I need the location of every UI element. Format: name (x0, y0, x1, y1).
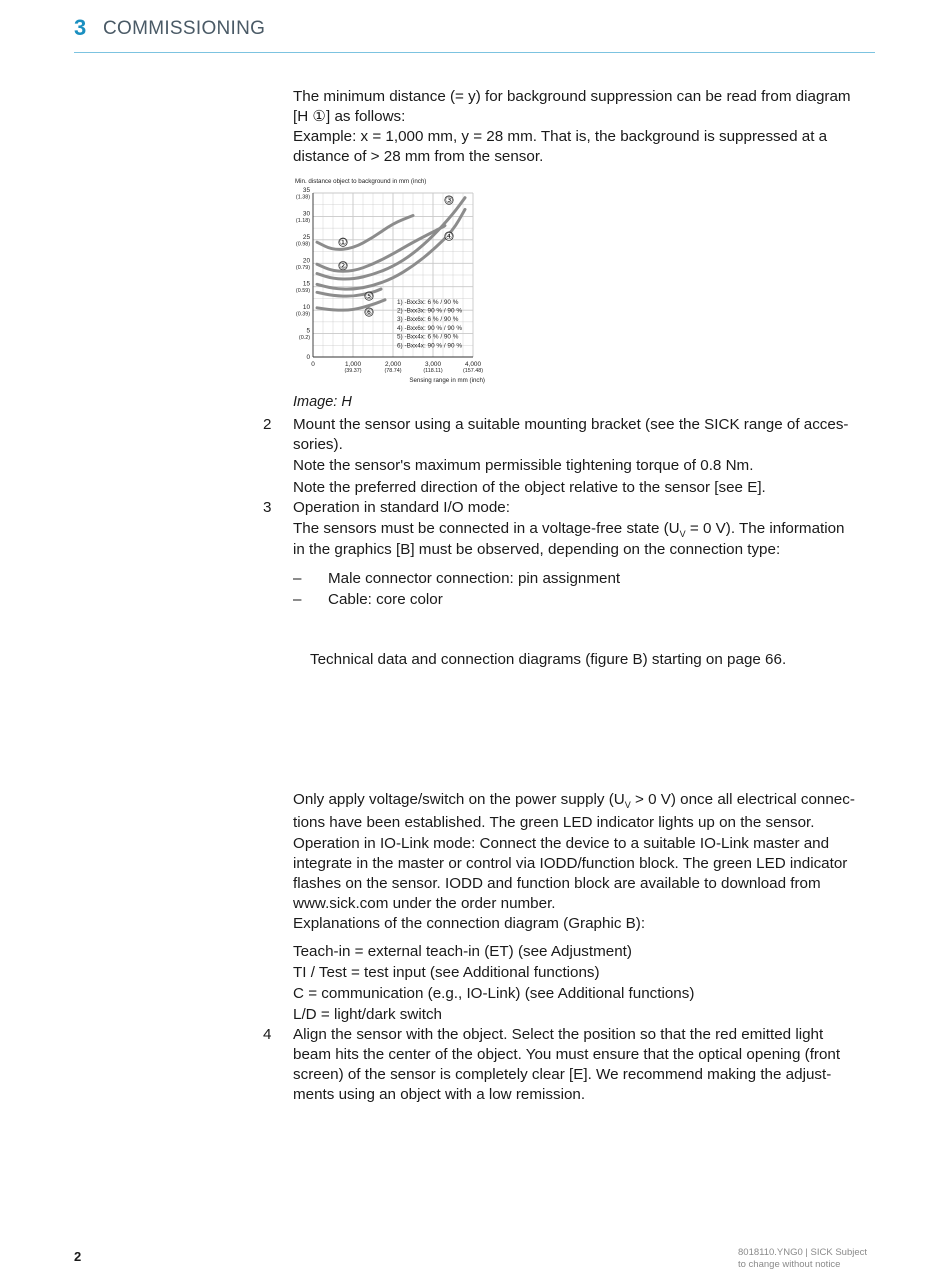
y-tick-sublabel: (0.79) (295, 264, 310, 271)
power-supply-line-2: tions have been established. The green LED indicator lights up on the sensor. (293, 814, 815, 831)
io-link-line-1: Operation in IO-Link mode: Connect the device to a suitable IO-Link master and (293, 835, 830, 852)
step-4-line-1: Align the sensor with the object. Select the position so that the red emitted light (293, 1026, 824, 1043)
explanation-communication: C = communication (e.g., IO-Link) (see Additional functions) (293, 985, 695, 1002)
y-tick-sublabel: (0.98) (295, 241, 310, 248)
step-2-line-3: Note the sensor's maximum permissible tightening torque of 0.8 Nm. (293, 457, 754, 474)
curve-label-1: ① (338, 237, 348, 247)
x-tick-label: 0 (311, 361, 315, 368)
intro-line-1: The minimum distance (= y) for background suppression can be read from diagram (293, 88, 851, 105)
explanation-teach-in: Teach-in = external teach-in (ET) (see Adjustment) (293, 943, 632, 960)
x-tick-sublabel: (78.74) (384, 368, 402, 374)
x-tick-sublabel: (157.48) (462, 368, 484, 374)
legend-entry-3: 3) -Bxx6x: 6 % / 90 % (397, 316, 459, 324)
intro-line-3: Example: x = 1,000 mm, y = 28 mm. That is, the background is suppressed at a (293, 128, 828, 145)
legend-entry-2: 2) -Bxx3x: 90 % / 90 % (397, 307, 462, 315)
figure-caption: Image: H (293, 394, 352, 410)
step-4-line-4: ments using an object with a low remission. (293, 1086, 586, 1103)
x-tick-label: 1,000 (345, 361, 361, 368)
x-tick-sublabel: (39.37) (344, 368, 362, 374)
step-2-line-2: sories). (293, 436, 343, 453)
power-supply-line-1-sub: V (624, 800, 631, 811)
x-axis-title: Sensing range in mm (inch) (409, 377, 485, 384)
y-tick-sublabel: (0.59) (295, 288, 310, 295)
y-tick-sublabel: (0.2) (298, 335, 310, 342)
step-3-line-3: in the graphics [B] must be observed, depending on the connection type: (293, 541, 781, 558)
y-tick-label: 20 (302, 257, 310, 265)
legend-entry-1: 1) -Bxx3x: 6 % / 90 % (397, 298, 459, 306)
y-tick-label: 15 (302, 280, 310, 288)
explanation-light-dark: L/D = light/dark switch (293, 1006, 442, 1023)
y-tick-sublabel: (0.39) (295, 311, 310, 318)
x-tick-label: 3,000 (425, 361, 441, 368)
intro-line-2: [H ①] as follows: (293, 108, 406, 125)
step-4-line-2: beam hits the center of the object. You must ensure that the optical opening (front (293, 1046, 841, 1063)
step-4-line-3: screen) of the sensor is completely clear [E]. We recommend making the adjust- (293, 1066, 832, 1083)
chapter-number: 3 (74, 15, 87, 40)
step-3-line-2-a: The sensors must be connected in a voltage-free state (U (293, 520, 680, 537)
step-2-number: 2 (263, 416, 272, 433)
power-supply-line-1-a: Only apply voltage/switch on the power supply (U (293, 791, 625, 808)
curve-label-4: ④ (444, 230, 454, 241)
io-link-line-3: flashes on the sensor. IODD and function block are available to download from (293, 875, 821, 892)
curve-1 (317, 215, 413, 249)
step-4-number: 4 (263, 1026, 272, 1043)
footer-note (738, 1247, 867, 1271)
y-axis-title: Min. distance object to background in mm (inch) (295, 178, 427, 185)
bullet-dash-1: – (293, 570, 302, 587)
power-supply-line-1-b: > 0 V) once all electrical connec- (630, 791, 855, 808)
y-tick-label: 30 (302, 210, 310, 218)
curve-label-2: ② (338, 260, 348, 271)
x-tick-label: 2,000 (385, 361, 401, 368)
y-tick-sublabel: (1.38) (295, 194, 310, 201)
background-suppression-chart (290, 174, 490, 389)
y-tick-label: 35 (302, 187, 310, 194)
bullet-dash-2: – (293, 591, 302, 608)
y-tick-label: 25 (302, 233, 310, 241)
step-2-line-1: Mount the sensor using a suitable mounting bracket (see the SICK range of acces- (293, 416, 849, 433)
y-tick-label: 10 (302, 304, 310, 312)
curve-label-6: ⑥ (364, 306, 374, 317)
explanations-heading: Explanations of the connection diagram (Graphic B): (293, 915, 646, 932)
x-tick-sublabel: (118.11) (423, 368, 443, 374)
footer-line-2: to change without notice (738, 1259, 841, 1270)
footer-line-1: 8018110.YNG0 | SICK Subject (738, 1247, 868, 1258)
step-3-line-2-sub: V (679, 529, 686, 540)
y-tick-label: 5 (306, 327, 310, 335)
bullet-item-1: Male connector connection: pin assignment (328, 570, 621, 587)
legend-entry-4: 4) -Bxx6x: 90 % / 90 % (397, 324, 462, 332)
io-link-line-2: integrate in the master or control via IODD/function block. The green LED indicator (293, 855, 848, 872)
legend-entry-6: 6) -Bxx4x: 90 % / 90 % (397, 342, 462, 350)
io-link-line-4: www.sick.com under the order number. (293, 895, 556, 912)
step-3-number: 3 (263, 499, 272, 516)
intro-line-4: distance of > 28 mm from the sensor. (293, 148, 544, 165)
y-tick-sublabel: (1.18) (295, 217, 310, 224)
step-3-heading: Operation in standard I/O mode: (293, 499, 510, 516)
x-tick-label: 4,000 (465, 361, 481, 368)
chapter-title: COMMISSIONING (103, 18, 266, 39)
step-3-line-2-b: = 0 V). The information (685, 520, 845, 537)
header-rule (74, 52, 875, 53)
page-number: 2 (74, 1249, 82, 1264)
y-tick-label: 0 (306, 354, 310, 361)
curve-6 (317, 300, 385, 310)
explanation-test-input: TI / Test = test input (see Additional functions) (293, 964, 600, 981)
curve-label-3: ③ (444, 194, 454, 205)
bullet-item-2: Cable: core color (328, 591, 443, 608)
technical-data-note: Technical data and connection diagrams (figure B) starting on page 66. (310, 651, 787, 668)
curve-label-5: ⑤ (364, 290, 374, 301)
power-supply-line-1 (293, 790, 855, 816)
step-2-line-4: Note the preferred direction of the object relative to the sensor [see E]. (293, 479, 766, 496)
legend-entry-5: 5) -Bxx4x: 6 % / 90 % (397, 333, 459, 341)
